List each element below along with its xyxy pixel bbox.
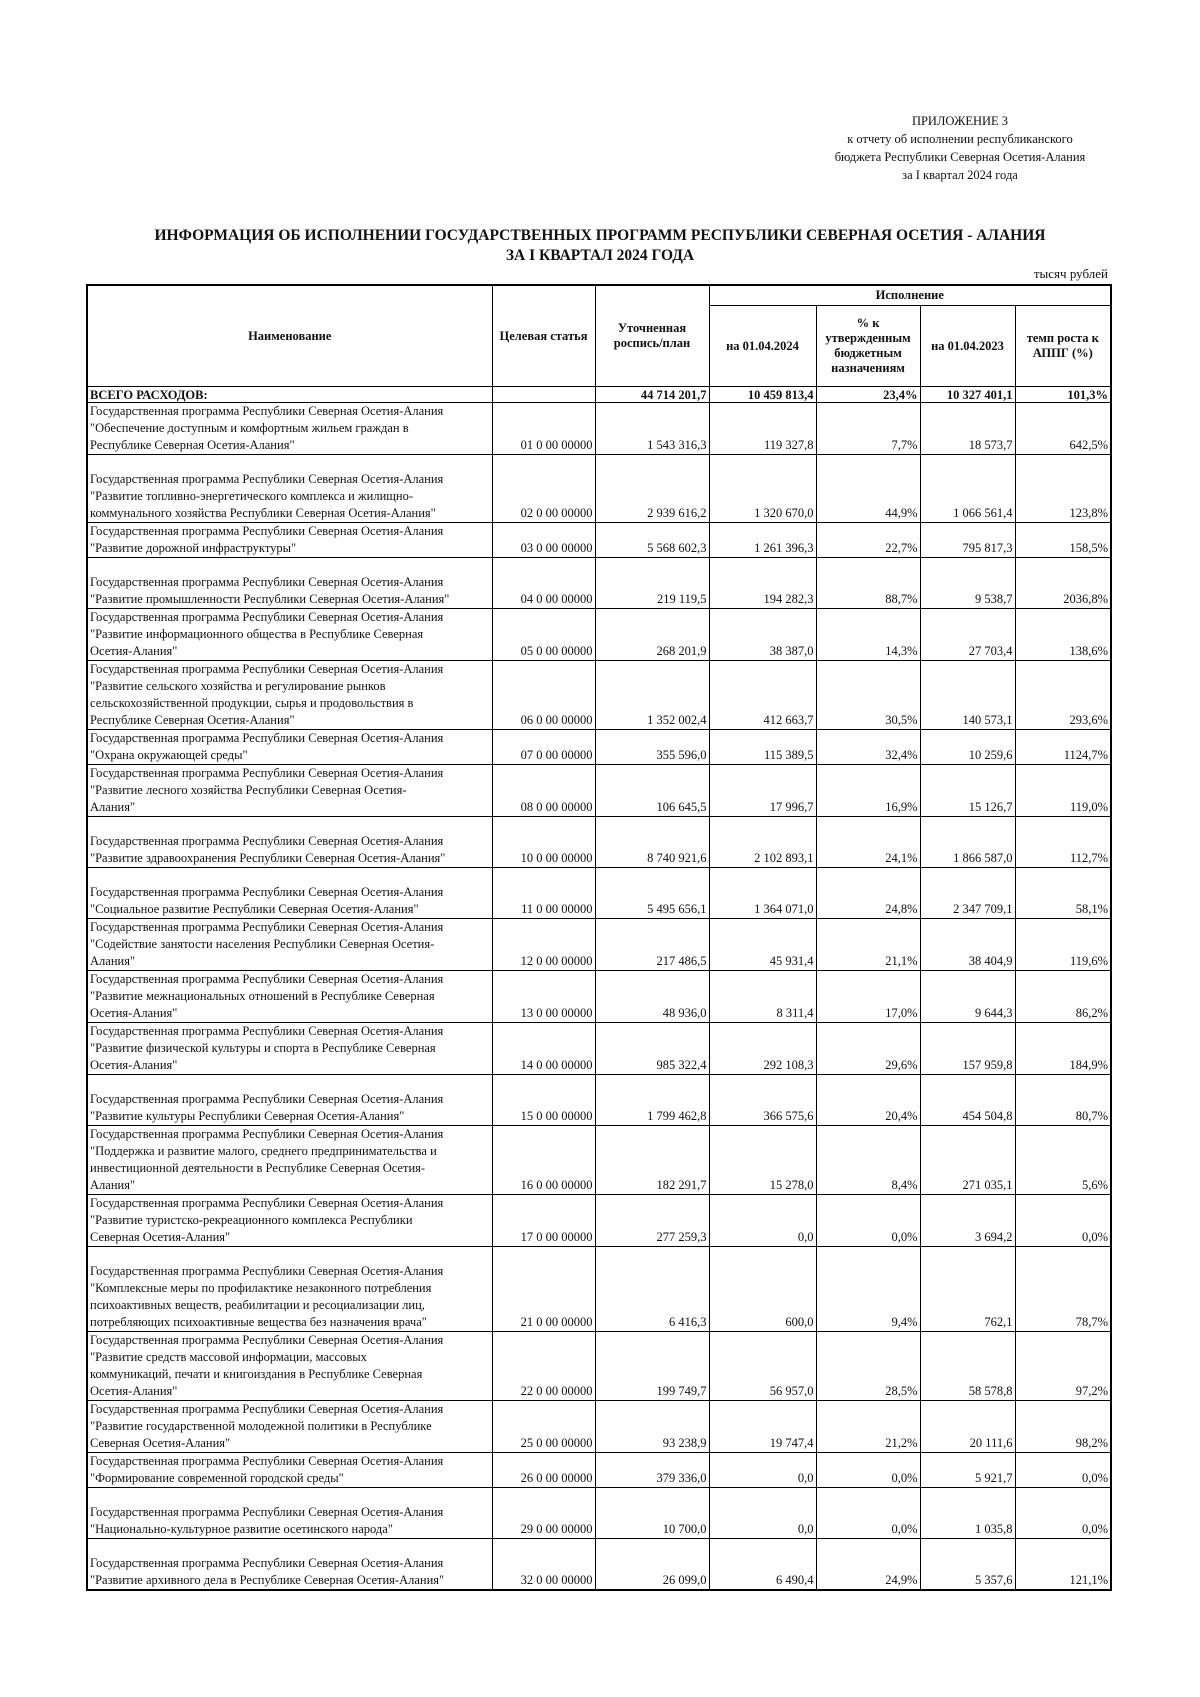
program-name <box>87 1023 492 1075</box>
table-row <box>87 1126 1111 1195</box>
program-on-2024: 1 364 071,0 <box>709 868 816 919</box>
program-name <box>87 1075 492 1126</box>
program-name-line: Республике Северная Осетия-Алания" <box>90 713 295 727</box>
program-name <box>87 817 492 868</box>
program-growth: 642,5% <box>1015 403 1111 455</box>
table-row <box>87 1247 1111 1332</box>
program-plan: 26 099,0 <box>595 1539 709 1591</box>
program-plan: 8 740 921,6 <box>595 817 709 868</box>
total-code <box>492 387 595 403</box>
program-name-line: "Национально-культурное развитие осетинского народа" <box>90 1522 393 1536</box>
program-name-line: коммунального хозяйства Республики Северная Осетия-Алания" <box>90 506 436 520</box>
program-name-line: коммуникаций, печати и книгоиздания в Республике Северная <box>90 1367 423 1381</box>
program-name-line: "Комплексные меры по профилактике незаконного потребления <box>90 1281 432 1295</box>
program-percent: 9,4% <box>816 1247 920 1332</box>
program-code: 16 0 00 00000 <box>492 1126 595 1195</box>
program-percent: 20,4% <box>816 1075 920 1126</box>
program-name-line: "Развитие лесного хозяйства Республики Северная Осетия- <box>90 783 407 797</box>
program-code: 13 0 00 00000 <box>492 971 595 1023</box>
program-plan: 6 416,3 <box>595 1247 709 1332</box>
program-name-line: Осетия-Алания" <box>90 644 178 658</box>
program-growth: 80,7% <box>1015 1075 1111 1126</box>
program-name-line: потребляющих психоактивные вещества без назначения врача" <box>90 1315 427 1329</box>
program-on-2024: 19 747,4 <box>709 1401 816 1453</box>
program-on-2023: 1 035,8 <box>920 1488 1015 1539</box>
program-name <box>87 661 492 730</box>
total-on-2024: 10 459 813,4 <box>709 387 816 403</box>
program-name <box>87 558 492 609</box>
program-on-2024: 366 575,6 <box>709 1075 816 1126</box>
program-code: 26 0 00 00000 <box>492 1453 595 1488</box>
table-row <box>87 817 1111 868</box>
program-name-line: "Развитие архивного дела в Республике Северная Осетия-Алания" <box>90 1573 445 1587</box>
program-name-line: Государственная программа Республики Северная Осетия-Алания <box>90 1556 444 1570</box>
program-code: 25 0 00 00000 <box>492 1401 595 1453</box>
program-name <box>87 1401 492 1453</box>
program-on-2023: 27 703,4 <box>920 609 1015 661</box>
header-percent: % к утвержденным бюджетным назначениям <box>816 306 920 387</box>
program-name <box>87 1488 492 1539</box>
program-on-2023: 20 111,6 <box>920 1401 1015 1453</box>
program-plan: 93 238,9 <box>595 1401 709 1453</box>
program-name-line: Государственная программа Республики Северная Осетия-Алания <box>90 834 444 848</box>
program-name-line: Осетия-Алания" <box>90 1006 178 1020</box>
program-percent: 24,1% <box>816 817 920 868</box>
program-growth: 112,7% <box>1015 817 1111 868</box>
program-on-2023: 795 817,3 <box>920 523 1015 558</box>
table-row <box>87 730 1111 765</box>
program-on-2024: 38 387,0 <box>709 609 816 661</box>
program-on-2023: 58 578,8 <box>920 1332 1015 1401</box>
program-growth: 78,7% <box>1015 1247 1111 1332</box>
program-name-line: "Развитие промышленности Республики Северная Осетия-Алания" <box>90 592 450 606</box>
program-on-2023: 1 066 561,4 <box>920 455 1015 523</box>
program-name-line <box>90 817 490 833</box>
program-name-line: Государственная программа Республики Северная Осетия-Алания <box>90 524 444 538</box>
program-plan: 5 568 602,3 <box>595 523 709 558</box>
program-plan: 1 543 316,3 <box>595 403 709 455</box>
program-name-line: Алания" <box>90 1178 136 1192</box>
program-growth: 293,6% <box>1015 661 1111 730</box>
program-name-line: Осетия-Алания" <box>90 1058 178 1072</box>
program-name-line <box>90 1539 490 1555</box>
program-percent: 7,7% <box>816 403 920 455</box>
total-name: ВСЕГО РАСХОДОВ: <box>87 387 492 403</box>
program-name-line: Государственная программа Республики Северная Осетия-Алания <box>90 1505 444 1519</box>
program-on-2024: 8 311,4 <box>709 971 816 1023</box>
units-label: тысяч рублей <box>1033 266 1108 281</box>
program-code: 06 0 00 00000 <box>492 661 595 730</box>
program-code: 15 0 00 00000 <box>492 1075 595 1126</box>
program-on-2023: 762,1 <box>920 1247 1015 1332</box>
program-name-line: Республике Северная Осетия-Алания" <box>90 438 295 452</box>
program-growth: 98,2% <box>1015 1401 1111 1453</box>
program-plan: 182 291,7 <box>595 1126 709 1195</box>
program-name-line <box>90 1488 490 1504</box>
program-percent: 21,2% <box>816 1401 920 1453</box>
total-percent: 23,4% <box>816 387 920 403</box>
title-line-2: ЗА I КВАРТАЛ 2024 ГОДА <box>505 247 695 264</box>
program-plan: 199 749,7 <box>595 1332 709 1401</box>
program-percent: 28,5% <box>816 1332 920 1401</box>
table-row <box>87 523 1111 558</box>
program-on-2024: 6 490,4 <box>709 1539 816 1591</box>
table-header <box>87 285 1111 387</box>
program-growth: 123,8% <box>1015 455 1111 523</box>
program-name-line: Государственная программа Республики Северная Осетия-Алания <box>90 766 444 780</box>
table-row <box>87 919 1111 971</box>
program-name-line: Государственная программа Республики Северная Осетия-Алания <box>90 1092 444 1106</box>
program-code: 10 0 00 00000 <box>492 817 595 868</box>
program-name-line: "Развитие физической культуры и спорта в Республике Северная <box>90 1041 436 1055</box>
program-on-2023: 157 959,8 <box>920 1023 1015 1075</box>
program-name <box>87 1332 492 1401</box>
program-name-line: Алания" <box>90 954 136 968</box>
program-plan: 106 645,5 <box>595 765 709 817</box>
program-percent: 8,4% <box>816 1126 920 1195</box>
program-on-2023: 140 573,1 <box>920 661 1015 730</box>
program-name <box>87 1247 492 1332</box>
table-row <box>87 765 1111 817</box>
table-row <box>87 1023 1111 1075</box>
program-growth: 97,2% <box>1015 1332 1111 1401</box>
program-code: 17 0 00 00000 <box>492 1195 595 1247</box>
program-name-line: Государственная программа Республики Северная Осетия-Алания <box>90 662 444 676</box>
program-percent: 32,4% <box>816 730 920 765</box>
header-on-2024: на 01.04.2024 <box>709 306 816 387</box>
program-name-line <box>90 868 490 884</box>
total-growth: 101,3% <box>1015 387 1111 403</box>
program-code: 12 0 00 00000 <box>492 919 595 971</box>
table-row <box>87 1195 1111 1247</box>
table-row <box>87 1332 1111 1401</box>
program-percent: 16,9% <box>816 765 920 817</box>
program-on-2023: 1 866 587,0 <box>920 817 1015 868</box>
program-plan: 277 259,3 <box>595 1195 709 1247</box>
program-name-line: Государственная программа Республики Северная Осетия-Алания <box>90 920 444 934</box>
program-name-line: "Охрана окружающей среды" <box>90 748 248 762</box>
header-execution: Исполнение <box>709 285 1111 306</box>
program-name-line: Северная Осетия-Алания" <box>90 1230 231 1244</box>
program-percent: 0,0% <box>816 1488 920 1539</box>
program-name <box>87 1539 492 1591</box>
program-name-line: Государственная программа Республики Северная Осетия-Алания <box>90 404 444 418</box>
program-code: 08 0 00 00000 <box>492 765 595 817</box>
table-body <box>87 387 1111 1591</box>
program-growth: 58,1% <box>1015 868 1111 919</box>
program-code: 32 0 00 00000 <box>492 1539 595 1591</box>
program-name-line <box>90 455 490 471</box>
program-name-line: "Формирование современной городской среды" <box>90 1471 344 1485</box>
program-name <box>87 971 492 1023</box>
program-name-line: "Содействие занятости населения Республики Северная Осетия- <box>90 937 435 951</box>
program-name-line: Государственная программа Республики Северная Осетия-Алания <box>90 1127 444 1141</box>
program-plan: 48 936,0 <box>595 971 709 1023</box>
program-name-line <box>90 1075 490 1091</box>
table-row <box>87 1453 1111 1488</box>
program-code: 21 0 00 00000 <box>492 1247 595 1332</box>
program-name <box>87 455 492 523</box>
table-row <box>87 868 1111 919</box>
table-row <box>87 403 1111 455</box>
program-name-line: Государственная программа Республики Северная Осетия-Алания <box>90 1402 444 1416</box>
program-name-line: психоактивных веществ, реабилитации и ресоциализации лиц, <box>90 1298 425 1312</box>
header-growth: темп роста к АППГ (%) <box>1015 306 1111 387</box>
program-name-line: "Поддержка и развитие малого, среднего предпринимательства и <box>90 1144 437 1158</box>
program-growth: 119,0% <box>1015 765 1111 817</box>
appendix-line: к отчету об исполнении республиканского <box>847 132 1073 146</box>
program-name <box>87 1195 492 1247</box>
header-plan: Уточненная роспись/план <box>595 285 709 387</box>
program-code: 14 0 00 00000 <box>492 1023 595 1075</box>
program-name-line: "Развитие сельского хозяйства и регулирование рынков <box>90 679 386 693</box>
program-on-2023: 5 357,6 <box>920 1539 1015 1591</box>
program-percent: 24,8% <box>816 868 920 919</box>
program-growth: 5,6% <box>1015 1126 1111 1195</box>
program-name-line: Государственная программа Республики Северная Осетия-Алания <box>90 1196 444 1210</box>
program-name-line <box>90 558 490 574</box>
program-growth: 0,0% <box>1015 1195 1111 1247</box>
document-title <box>80 226 1120 266</box>
program-percent: 0,0% <box>816 1195 920 1247</box>
program-plan: 5 495 656,1 <box>595 868 709 919</box>
program-on-2023: 5 921,7 <box>920 1453 1015 1488</box>
program-on-2024: 1 261 396,3 <box>709 523 816 558</box>
program-growth: 158,5% <box>1015 523 1111 558</box>
total-on-2023: 10 327 401,1 <box>920 387 1015 403</box>
program-growth: 119,6% <box>1015 919 1111 971</box>
program-on-2023: 10 259,6 <box>920 730 1015 765</box>
appendix-header <box>795 112 1125 184</box>
program-name-line: "Развитие здравоохранения Республики Северная Осетия-Алания" <box>90 851 446 865</box>
program-name <box>87 730 492 765</box>
program-name-line: Северная Осетия-Алания" <box>90 1436 231 1450</box>
appendix-line: ПРИЛОЖЕНИЕ 3 <box>911 114 1009 128</box>
table-row <box>87 1539 1111 1591</box>
table-row <box>87 1488 1111 1539</box>
program-name-line: Государственная программа Республики Северная Осетия-Алания <box>90 472 444 486</box>
program-on-2024: 412 663,7 <box>709 661 816 730</box>
program-percent: 24,9% <box>816 1539 920 1591</box>
program-code: 04 0 00 00000 <box>492 558 595 609</box>
program-name-line: Государственная программа Республики Северная Осетия-Алания <box>90 1454 444 1468</box>
program-name-line <box>90 1247 490 1263</box>
program-name-line: "Развитие информационного общества в Республике Северная <box>90 627 424 641</box>
program-plan: 985 322,4 <box>595 1023 709 1075</box>
program-name-line: "Социальное развитие Республики Северная Осетия-Алания" <box>90 902 419 916</box>
appendix-line: за I квартал 2024 года <box>902 168 1018 182</box>
program-on-2024: 292 108,3 <box>709 1023 816 1075</box>
program-name-line: Государственная программа Республики Северная Осетия-Алания <box>90 1333 444 1347</box>
program-on-2024: 56 957,0 <box>709 1332 816 1401</box>
programs-table <box>86 284 1112 1591</box>
program-percent: 14,3% <box>816 609 920 661</box>
program-on-2023: 9 538,7 <box>920 558 1015 609</box>
program-on-2024: 17 996,7 <box>709 765 816 817</box>
program-on-2023: 38 404,9 <box>920 919 1015 971</box>
program-growth: 2036,8% <box>1015 558 1111 609</box>
program-code: 02 0 00 00000 <box>492 455 595 523</box>
program-growth: 184,9% <box>1015 1023 1111 1075</box>
program-name-line: Государственная программа Республики Северная Осетия-Алания <box>90 1264 444 1278</box>
program-name-line: "Развитие туристско-рекреационного комплекса Республики <box>90 1213 413 1227</box>
program-code: 11 0 00 00000 <box>492 868 595 919</box>
program-name <box>87 919 492 971</box>
program-name <box>87 1126 492 1195</box>
program-percent: 22,7% <box>816 523 920 558</box>
program-name-line: "Развитие культуры Республики Северная Осетия-Алания" <box>90 1109 405 1123</box>
table-row <box>87 661 1111 730</box>
program-plan: 1 352 002,4 <box>595 661 709 730</box>
program-growth: 0,0% <box>1015 1488 1111 1539</box>
total-plan: 44 714 201,7 <box>595 387 709 403</box>
program-name-line: Государственная программа Республики Северная Осетия-Алания <box>90 731 444 745</box>
program-on-2023: 9 644,3 <box>920 971 1015 1023</box>
program-name-line: Государственная программа Республики Северная Осетия-Алания <box>90 1024 444 1038</box>
program-code: 05 0 00 00000 <box>492 609 595 661</box>
table-row <box>87 971 1111 1023</box>
program-name-line: "Развитие средств массовой информации, массовых <box>90 1350 367 1364</box>
program-name-line: Государственная программа Республики Северная Осетия-Алания <box>90 972 444 986</box>
program-percent: 29,6% <box>816 1023 920 1075</box>
table-row <box>87 558 1111 609</box>
program-name-line: инвестиционной деятельности в Республике Северная Осетия- <box>90 1161 426 1175</box>
program-on-2024: 2 102 893,1 <box>709 817 816 868</box>
title-line-1: ИНФОРМАЦИЯ ОБ ИСПОЛНЕНИИ ГОСУДАРСТВЕННЫХ ПРОГРАММ РЕСПУБЛИКИ СЕВЕРНАЯ ОСЕТИЯ - АЛАНИЯ <box>154 227 1046 244</box>
program-growth: 138,6% <box>1015 609 1111 661</box>
program-name-line: Государственная программа Республики Северная Осетия-Алания <box>90 885 444 899</box>
program-code: 07 0 00 00000 <box>492 730 595 765</box>
program-name <box>87 609 492 661</box>
program-on-2024: 0,0 <box>709 1488 816 1539</box>
table-row <box>87 455 1111 523</box>
program-plan: 379 336,0 <box>595 1453 709 1488</box>
program-on-2023: 2 347 709,1 <box>920 868 1015 919</box>
program-on-2024: 1 320 670,0 <box>709 455 816 523</box>
program-on-2023: 3 694,2 <box>920 1195 1015 1247</box>
program-growth: 86,2% <box>1015 971 1111 1023</box>
program-name-line: Государственная программа Республики Северная Осетия-Алания <box>90 610 444 624</box>
header-code: Целевая статья <box>492 285 595 387</box>
program-percent: 21,1% <box>816 919 920 971</box>
program-percent: 17,0% <box>816 971 920 1023</box>
total-row <box>87 387 1111 403</box>
program-on-2024: 45 931,4 <box>709 919 816 971</box>
program-code: 22 0 00 00000 <box>492 1332 595 1401</box>
program-percent: 30,5% <box>816 661 920 730</box>
program-name-line: "Развитие топливно-энергетического комплекса и жилищно- <box>90 489 413 503</box>
program-on-2024: 115 389,5 <box>709 730 816 765</box>
program-on-2023: 271 035,1 <box>920 1126 1015 1195</box>
program-name <box>87 1453 492 1488</box>
program-on-2024: 15 278,0 <box>709 1126 816 1195</box>
table-row <box>87 609 1111 661</box>
program-name-line: Государственная программа Республики Северная Осетия-Алания <box>90 575 444 589</box>
program-on-2023: 15 126,7 <box>920 765 1015 817</box>
program-plan: 268 201,9 <box>595 609 709 661</box>
program-percent: 0,0% <box>816 1453 920 1488</box>
program-name-line: Алания" <box>90 800 136 814</box>
program-name-line: "Развитие межнациональных отношений в Республике Северная <box>90 989 435 1003</box>
program-name-line: "Развитие дорожной инфраструктуры" <box>90 541 297 555</box>
program-growth: 121,1% <box>1015 1539 1111 1591</box>
program-name <box>87 868 492 919</box>
program-growth: 0,0% <box>1015 1453 1111 1488</box>
program-growth: 1124,7% <box>1015 730 1111 765</box>
program-name <box>87 403 492 455</box>
program-name-line: "Обеспечение доступным и комфортным жильем граждан в <box>90 421 409 435</box>
program-plan: 10 700,0 <box>595 1488 709 1539</box>
header-on-2023: на 01.04.2023 <box>920 306 1015 387</box>
program-code: 29 0 00 00000 <box>492 1488 595 1539</box>
header-name: Наименование <box>87 285 492 387</box>
program-percent: 44,9% <box>816 455 920 523</box>
program-on-2024: 600,0 <box>709 1247 816 1332</box>
program-on-2024: 0,0 <box>709 1195 816 1247</box>
program-code: 01 0 00 00000 <box>492 403 595 455</box>
program-name-line: сельскохозяйственной продукции, сырья и продовольствия в <box>90 696 414 710</box>
program-plan: 1 799 462,8 <box>595 1075 709 1126</box>
table-row <box>87 1401 1111 1453</box>
program-on-2024: 0,0 <box>709 1453 816 1488</box>
appendix-line: бюджета Республики Северная Осетия-Алания <box>834 150 1086 164</box>
program-name-line: Осетия-Алания" <box>90 1384 178 1398</box>
program-plan: 2 939 616,2 <box>595 455 709 523</box>
program-plan: 217 486,5 <box>595 919 709 971</box>
table-row <box>87 1075 1111 1126</box>
program-percent: 88,7% <box>816 558 920 609</box>
program-on-2023: 18 573,7 <box>920 403 1015 455</box>
program-plan: 355 596,0 <box>595 730 709 765</box>
program-name <box>87 765 492 817</box>
program-on-2024: 119 327,8 <box>709 403 816 455</box>
program-on-2024: 194 282,3 <box>709 558 816 609</box>
program-code: 03 0 00 00000 <box>492 523 595 558</box>
program-name-line: "Развитие государственной молодежной политики в Республике <box>90 1419 432 1433</box>
program-on-2023: 454 504,8 <box>920 1075 1015 1126</box>
program-name <box>87 523 492 558</box>
program-plan: 219 119,5 <box>595 558 709 609</box>
